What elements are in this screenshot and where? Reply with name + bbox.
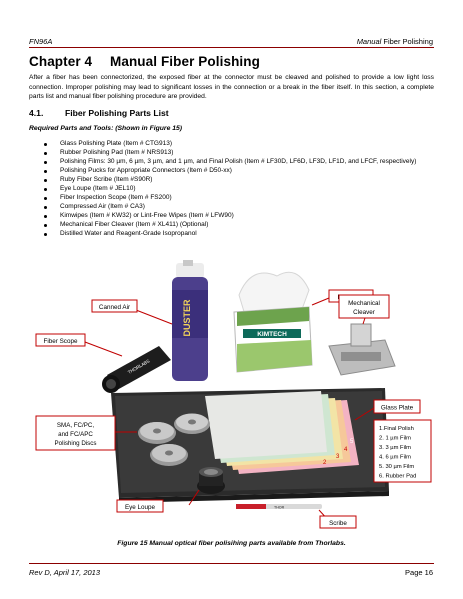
intro-paragraph: After a fiber has been connectorized, the exposed fiber at the connector must be cleaved and polished to provide a low light loss connection. Improper polishing may lead to significant losses in the connection or a break in the fiber itself. In this section, a complete parts list and manual fiber polishing procedure are provided. xyxy=(29,74,434,101)
figure-caption: Figure 15 Manual optical fiber polisihing parts available from Thorlabs. xyxy=(117,540,346,547)
header-rule xyxy=(29,47,434,48)
pen-brand-text: THOR xyxy=(274,505,285,510)
legend-item: 6. Rubber Pad xyxy=(379,473,417,480)
list-item: Mechanical Fiber Cleaver (Item # XL411) (Optional) xyxy=(44,221,422,230)
callout-eye-loupe xyxy=(117,500,163,512)
section-title: Fiber Polishing Parts List xyxy=(65,108,169,118)
list-item: Kimwipes (Item # KW32) or Lint-Free Wipes (Item # LFW90) xyxy=(44,212,422,221)
callout-canned-air xyxy=(92,300,137,312)
callout-film-legend xyxy=(374,420,431,482)
callout-label: Scribe xyxy=(329,520,347,527)
film-number: 3 xyxy=(336,454,340,460)
list-item: Compressed Air (Item # CA3) xyxy=(44,203,422,212)
callout-label: Canned Air xyxy=(98,304,131,311)
list-item: Eye Loupe (Item # JEL10) xyxy=(44,185,422,194)
running-header-left: FN96A xyxy=(29,37,53,46)
scope-brand-text: THORLABS xyxy=(127,358,151,375)
box-brand-text: KIMTECH xyxy=(257,331,287,338)
legend-item: 2. 1 µm Film xyxy=(379,435,412,442)
footer-rule xyxy=(29,563,434,564)
header-right-rest: Fiber Polishing xyxy=(381,37,433,46)
kimwipes-box-image xyxy=(234,272,312,372)
parts-subheading: Required Parts and Tools: (Shown in Figure 15) xyxy=(29,125,183,132)
callout-cleaver xyxy=(339,295,389,318)
film-number: 5 xyxy=(350,439,354,445)
legend-item: 1.Final Polish xyxy=(379,426,414,432)
eye-loupe-image xyxy=(197,467,225,494)
legend-item: 4. 6 µm Film xyxy=(379,454,412,461)
callout-label: and FC/APC xyxy=(58,431,93,438)
chapter-title: Manual Fiber Polishing xyxy=(110,54,260,69)
cleaver-image xyxy=(329,324,395,375)
polishing-films xyxy=(205,391,359,474)
canned-air-image xyxy=(172,260,208,381)
legend-item: 3. 3 µm Film xyxy=(379,445,412,451)
parts-list xyxy=(44,140,422,238)
legend-item: 5. 30 µm Film xyxy=(379,464,415,470)
film-number: 2 xyxy=(323,460,327,466)
header-right-italic: Manual xyxy=(356,37,382,46)
callout-scribe xyxy=(320,516,356,528)
callout-label: Fiber Scope xyxy=(43,338,78,345)
callout-polishing-discs xyxy=(36,416,115,450)
footer-revision: Rev D, April 17, 2013 xyxy=(29,568,101,577)
list-item: Polishing Films: 30 µm, 6 µm, 3 µm, and 1 µm, and Final Polish (Item # LF30D, LF6D, LF3D, LF1D, and LFCF, respectively) xyxy=(44,158,422,167)
callout-label: Cleaver xyxy=(353,309,375,316)
figure-15-photo xyxy=(29,260,434,542)
list-item: Glass Polishing Plate (Item # CTG913) xyxy=(44,140,422,149)
scribe-image xyxy=(236,504,322,510)
callout-label: Glass Plate xyxy=(380,404,414,412)
callout-label: Eye Loupe xyxy=(124,504,156,511)
running-header-right xyxy=(357,37,433,46)
can-brand-text: DUSTER xyxy=(182,299,192,337)
callout-glass-plate xyxy=(374,400,420,413)
list-item: Fiber Inspection Scope (Item # FS200) xyxy=(44,194,422,203)
list-item: Polishing Pucks for Appropriate Connectors (Item # D50-xx) xyxy=(44,167,422,176)
callout-label: Mechanical xyxy=(348,300,380,307)
list-item: Ruby Fiber Scribe (Item #S90R) xyxy=(44,176,422,185)
list-item: Rubber Polishing Pad (Item # NRS913) xyxy=(44,149,422,158)
page-number: Page 16 xyxy=(405,568,433,577)
fiber-scope-image xyxy=(102,346,171,393)
chapter-heading xyxy=(29,54,260,69)
section-heading xyxy=(29,108,169,118)
film-number: 4 xyxy=(344,447,348,453)
callout-label: SMA, FC/PC, xyxy=(56,422,95,429)
callout-label: Polishing Discs xyxy=(54,440,97,447)
chapter-number: Chapter 4 xyxy=(29,54,93,69)
list-item: Distilled Water and Reagent-Grade Isopropanol xyxy=(44,230,422,239)
callout-fiber-scope xyxy=(36,334,85,346)
section-number: 4.1. xyxy=(29,108,44,118)
